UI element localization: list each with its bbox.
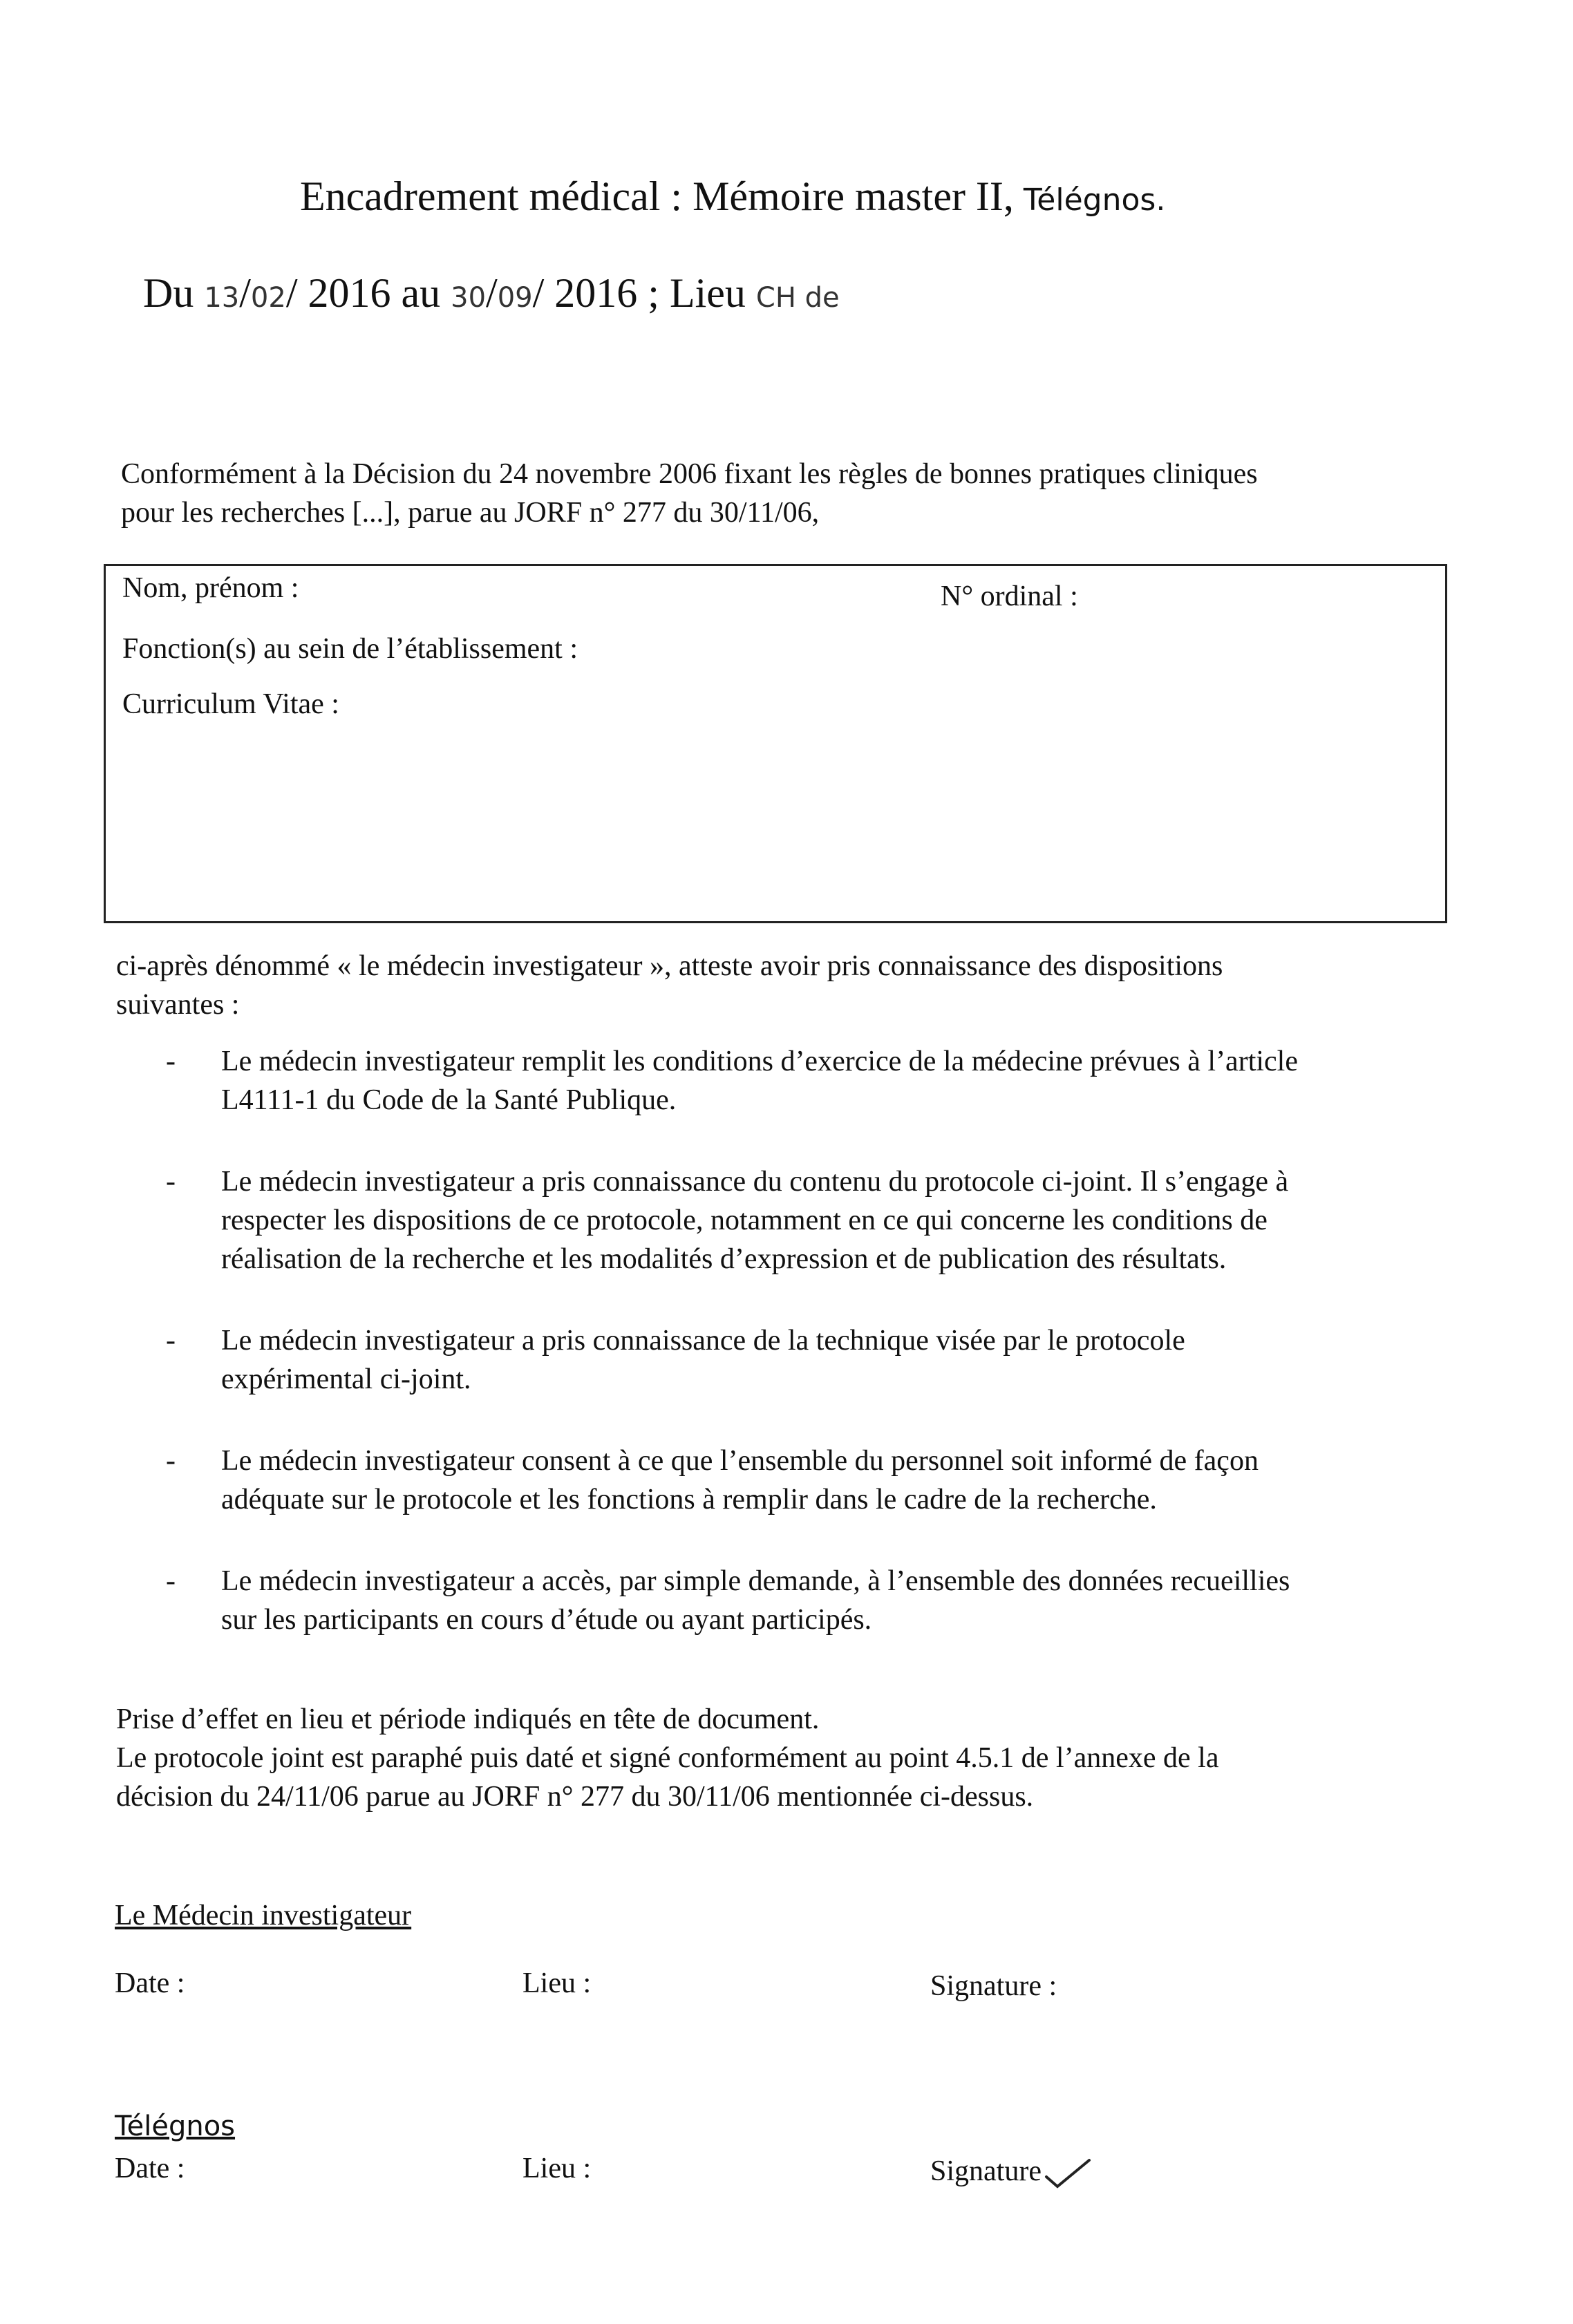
clause-dash: - xyxy=(166,1565,176,1597)
clause-line: L4111-1 du Code de la Santé Publique. xyxy=(221,1084,677,1116)
date-separator: / xyxy=(486,270,498,316)
end-year-text: / 2016 ; Lieu xyxy=(532,270,746,316)
clause-dash: - xyxy=(166,1166,176,1198)
declaration-line: suivantes : xyxy=(116,989,240,1021)
cv-label: Curriculum Vitae : xyxy=(122,688,339,720)
identity-box xyxy=(104,564,1447,923)
effect-line: décision du 24/11/06 parue au JORF n° 277 du 30/11/06 mentionnée ci-dessus. xyxy=(116,1781,1034,1813)
clause-item xyxy=(166,1042,1451,1120)
function-label: Fonction(s) au sein de l’établissement : xyxy=(122,633,578,665)
investigator-signature-label: Signature : xyxy=(930,1970,1057,2002)
intro-line: Conformément à la Décision du 24 novembre 2006 fixant les règles de bonnes pratiques cliniques xyxy=(121,458,1258,490)
effect-paragraph xyxy=(116,1700,1457,1816)
clause-line: expérimental ci-joint. xyxy=(221,1363,471,1395)
telegnos-signature-label: Signature xyxy=(930,2155,1042,2187)
telegnos-heading: Télégnos xyxy=(115,2110,236,2142)
start-month-handwritten: 02 xyxy=(250,282,286,314)
clause-line: Le médecin investigateur a accès, par simple demande, à l’ensemble des données recueillies xyxy=(221,1565,1290,1597)
telegnos-place-label: Lieu : xyxy=(522,2153,592,2184)
investigator-place-label: Lieu : xyxy=(522,1967,592,1999)
clause-dash: - xyxy=(166,1445,176,1477)
name-label: Nom, prénom : xyxy=(122,572,299,604)
document-title xyxy=(300,173,1165,220)
intro-line: pour les recherches [...], parue au JORF n° 277 du 30/11/06, xyxy=(121,497,820,529)
start-year-text: / 2016 au xyxy=(285,270,441,316)
clause-line: adéquate sur le protocole et les fonctions à remplir dans le cadre de la recherche. xyxy=(221,1484,1157,1515)
clause-line: Le médecin investigateur a pris connaissance du contenu du protocole ci-joint. Il s’engage à xyxy=(221,1166,1289,1198)
clause-line: Le médecin investigateur consent à ce que l’ensemble du personnel soit informé de façon xyxy=(221,1445,1259,1477)
intro-paragraph xyxy=(121,455,1434,532)
investigator-date-label: Date : xyxy=(115,1967,185,1999)
end-month-handwritten: 09 xyxy=(497,282,533,314)
date-separator: / xyxy=(239,270,251,316)
declaration-line: ci-après dénommé « le médecin investigateur », atteste avoir pris connaissance des dispositions xyxy=(116,950,1223,982)
clause-item xyxy=(166,1562,1451,1639)
end-day-handwritten: 30 xyxy=(451,282,487,314)
ordinal-label: N° ordinal : xyxy=(941,580,1078,612)
clause-line: réalisation de la recherche et les modalités d’expression et de publication des résultats. xyxy=(221,1243,1227,1275)
clause-dash: - xyxy=(166,1046,176,1077)
clauses-list xyxy=(166,1042,1451,1682)
clause-item xyxy=(166,1442,1451,1519)
clause-line: Le médecin investigateur remplit les conditions d’exercice de la médecine prévues à l’article xyxy=(221,1046,1298,1077)
clause-item xyxy=(166,1321,1451,1399)
period-prefix: Du xyxy=(143,270,194,316)
period-line xyxy=(143,270,840,317)
investigator-heading: Le Médecin investigateur xyxy=(115,1900,412,1931)
start-day-handwritten: 13 xyxy=(204,282,240,314)
declaration-paragraph xyxy=(116,947,1429,1024)
effect-line: Le protocole joint est paraphé puis daté et signé conformément au point 4.5.1 de l’annexe de la xyxy=(116,1742,1219,1774)
title-text: Encadrement médical : Mémoire master II, xyxy=(300,173,1014,219)
clause-line: sur les participants en cours d’étude ou ayant participés. xyxy=(221,1604,872,1636)
clause-dash: - xyxy=(166,1325,176,1357)
clause-line: respecter les dispositions de ce protocole, notamment en ce qui concerne les conditions de xyxy=(221,1204,1268,1236)
place-handwritten: CH de xyxy=(755,282,840,314)
telegnos-date-label: Date : xyxy=(115,2153,185,2184)
title-brand: Télégnos. xyxy=(1023,182,1166,218)
effect-line: Prise d’effet en lieu et période indiqués en tête de document. xyxy=(116,1703,820,1735)
signature-tick-mark xyxy=(1044,2156,1092,2191)
clause-line: Le médecin investigateur a pris connaissance de la technique visée par le protocole xyxy=(221,1325,1185,1357)
clause-item xyxy=(166,1162,1451,1278)
